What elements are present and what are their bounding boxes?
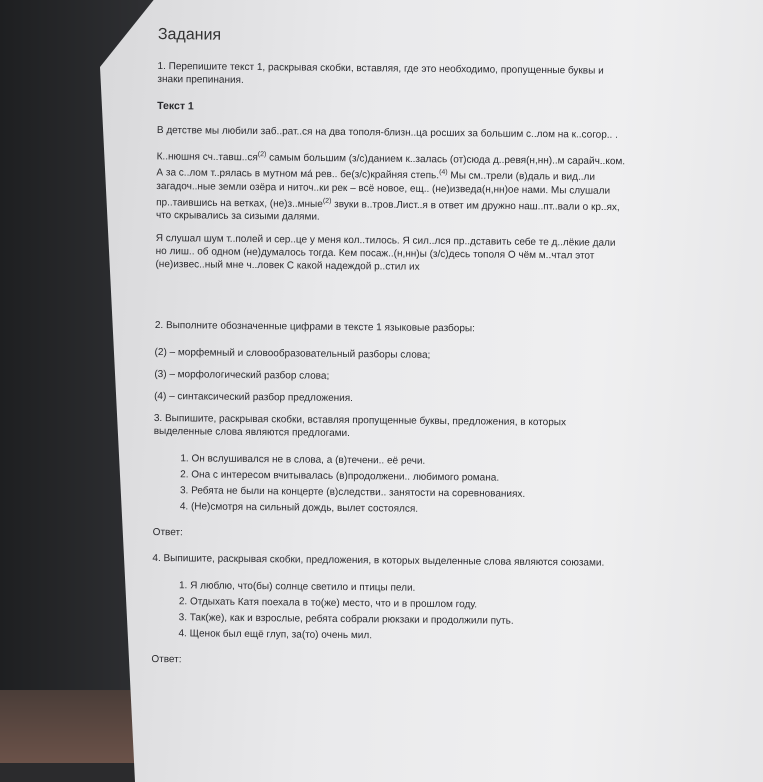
superscript-2: (2) (257, 151, 267, 159)
list-item: 1. Он вслушивался не в слова, а (в)течени.. её речи. (191, 452, 623, 470)
list-item: 2. Отдыхать Катя поехала в то(же) место, что и в прошлом году. (190, 595, 622, 613)
table-surface (0, 690, 150, 763)
task-2-item: (4) – синтаксический разбор предложения. (154, 390, 354, 405)
list-item: 1. Я люблю, что(бы) солнце светило и птицы пели. (190, 579, 622, 597)
superscript-2b: (2) (322, 197, 332, 205)
task-1-text: 1. Перепишите текст 1, раскрывая скобки, вставляя, где это необходимо, пропущенные буквы и знаки препинания. (157, 60, 604, 86)
superscript-4: (4) (439, 169, 448, 177)
document-content (151, 26, 628, 684)
paragraph-2-part-a: К..нюшня сч..тавш..ся (156, 151, 258, 164)
paragraph-2-part-d: звуки в..тров.Лист..я в ответ им дружно наш..пт..вали о кр..ях, что скрывались за сизыми далями. (155, 198, 620, 223)
text-1-subtitle: Текст 1 (157, 99, 194, 113)
task-2-text: 2. Выполните обозначенные цифрами в тексте 1 языковые разборы: (154, 319, 475, 335)
task-2-item: (2) – морфемный и словообразовательный разборы слова; (154, 346, 431, 361)
task-3-text: 3. Выпишите, раскрывая скобки, вставляя пропущенные буквы, предложения, в которых выделенные слова являются предлогами. (153, 412, 567, 440)
task-3-answer-label: Ответ: (152, 526, 183, 539)
paragraph-2-part-b: самым большим (з/с)данием к..залась (от)сюда д..ревя(н,нн)..м сарайч..ком. А за с..лом т..рялась в мутном ма́ рев.. бе(з/с)крайняя степь. (156, 152, 626, 182)
list-item: 4. (Не)смотря на сильный дождь, вылет состоялся. (191, 500, 623, 518)
task-2-item: (3) – морфологический разбор слова; (154, 368, 330, 382)
text-1-paragraph-2 (156, 147, 627, 227)
list-item: 2. Она с интересом вчитывалась (в)продолжени.. любимого романа. (191, 468, 623, 486)
page-title: Задания (157, 26, 222, 44)
text-1-paragraph-1: В детстве мы любили заб..рат..ся на два тополя-близн..ца росших за большим с..лом на к..согор.. . (156, 124, 618, 141)
task-3-list (153, 452, 624, 518)
task-4-list (152, 579, 623, 645)
paragraph-2-part-c: Мы см..трели (в)даль и вид..ли загадоч..ные земли озёра и ниточ..ки рек – всё новое, ещ.. (не)изведа(н,нн)ое нами. Мы слушали пр..таившись на ветках, (не)з..мные (156, 170, 611, 210)
list-item: 4. Щенок был ещё глуп, за(то) очень мил. (190, 627, 622, 645)
list-item: 3. Ребята не были на концерте (в)следстви.. занятости на соревнованиях. (191, 484, 623, 502)
blank-space (155, 281, 625, 324)
text-1-paragraph-3: Я слушал шум т..полей и сер..це у меня кол..тилось. Я сил..лся пр..дставить себе те д..лёкие дали но лиш.. об одном (не)думалось тогда. Кем посаж..(н,нн)ы (з/с)десь тополя О чём м..чтал этот (не)извес..ный мне ч..ловек С какой надеждой р..стил их (155, 232, 616, 273)
task-4-text: 4. Выпишите, раскрывая скобки, предложения, в которых выделенные слова являются союзами. (152, 552, 605, 569)
list-item: 3. Так(же), как и взрослые, ребята собрали рюкзаки и продолжили путь. (190, 611, 622, 629)
task-4-answer-label: Ответ: (151, 653, 182, 666)
